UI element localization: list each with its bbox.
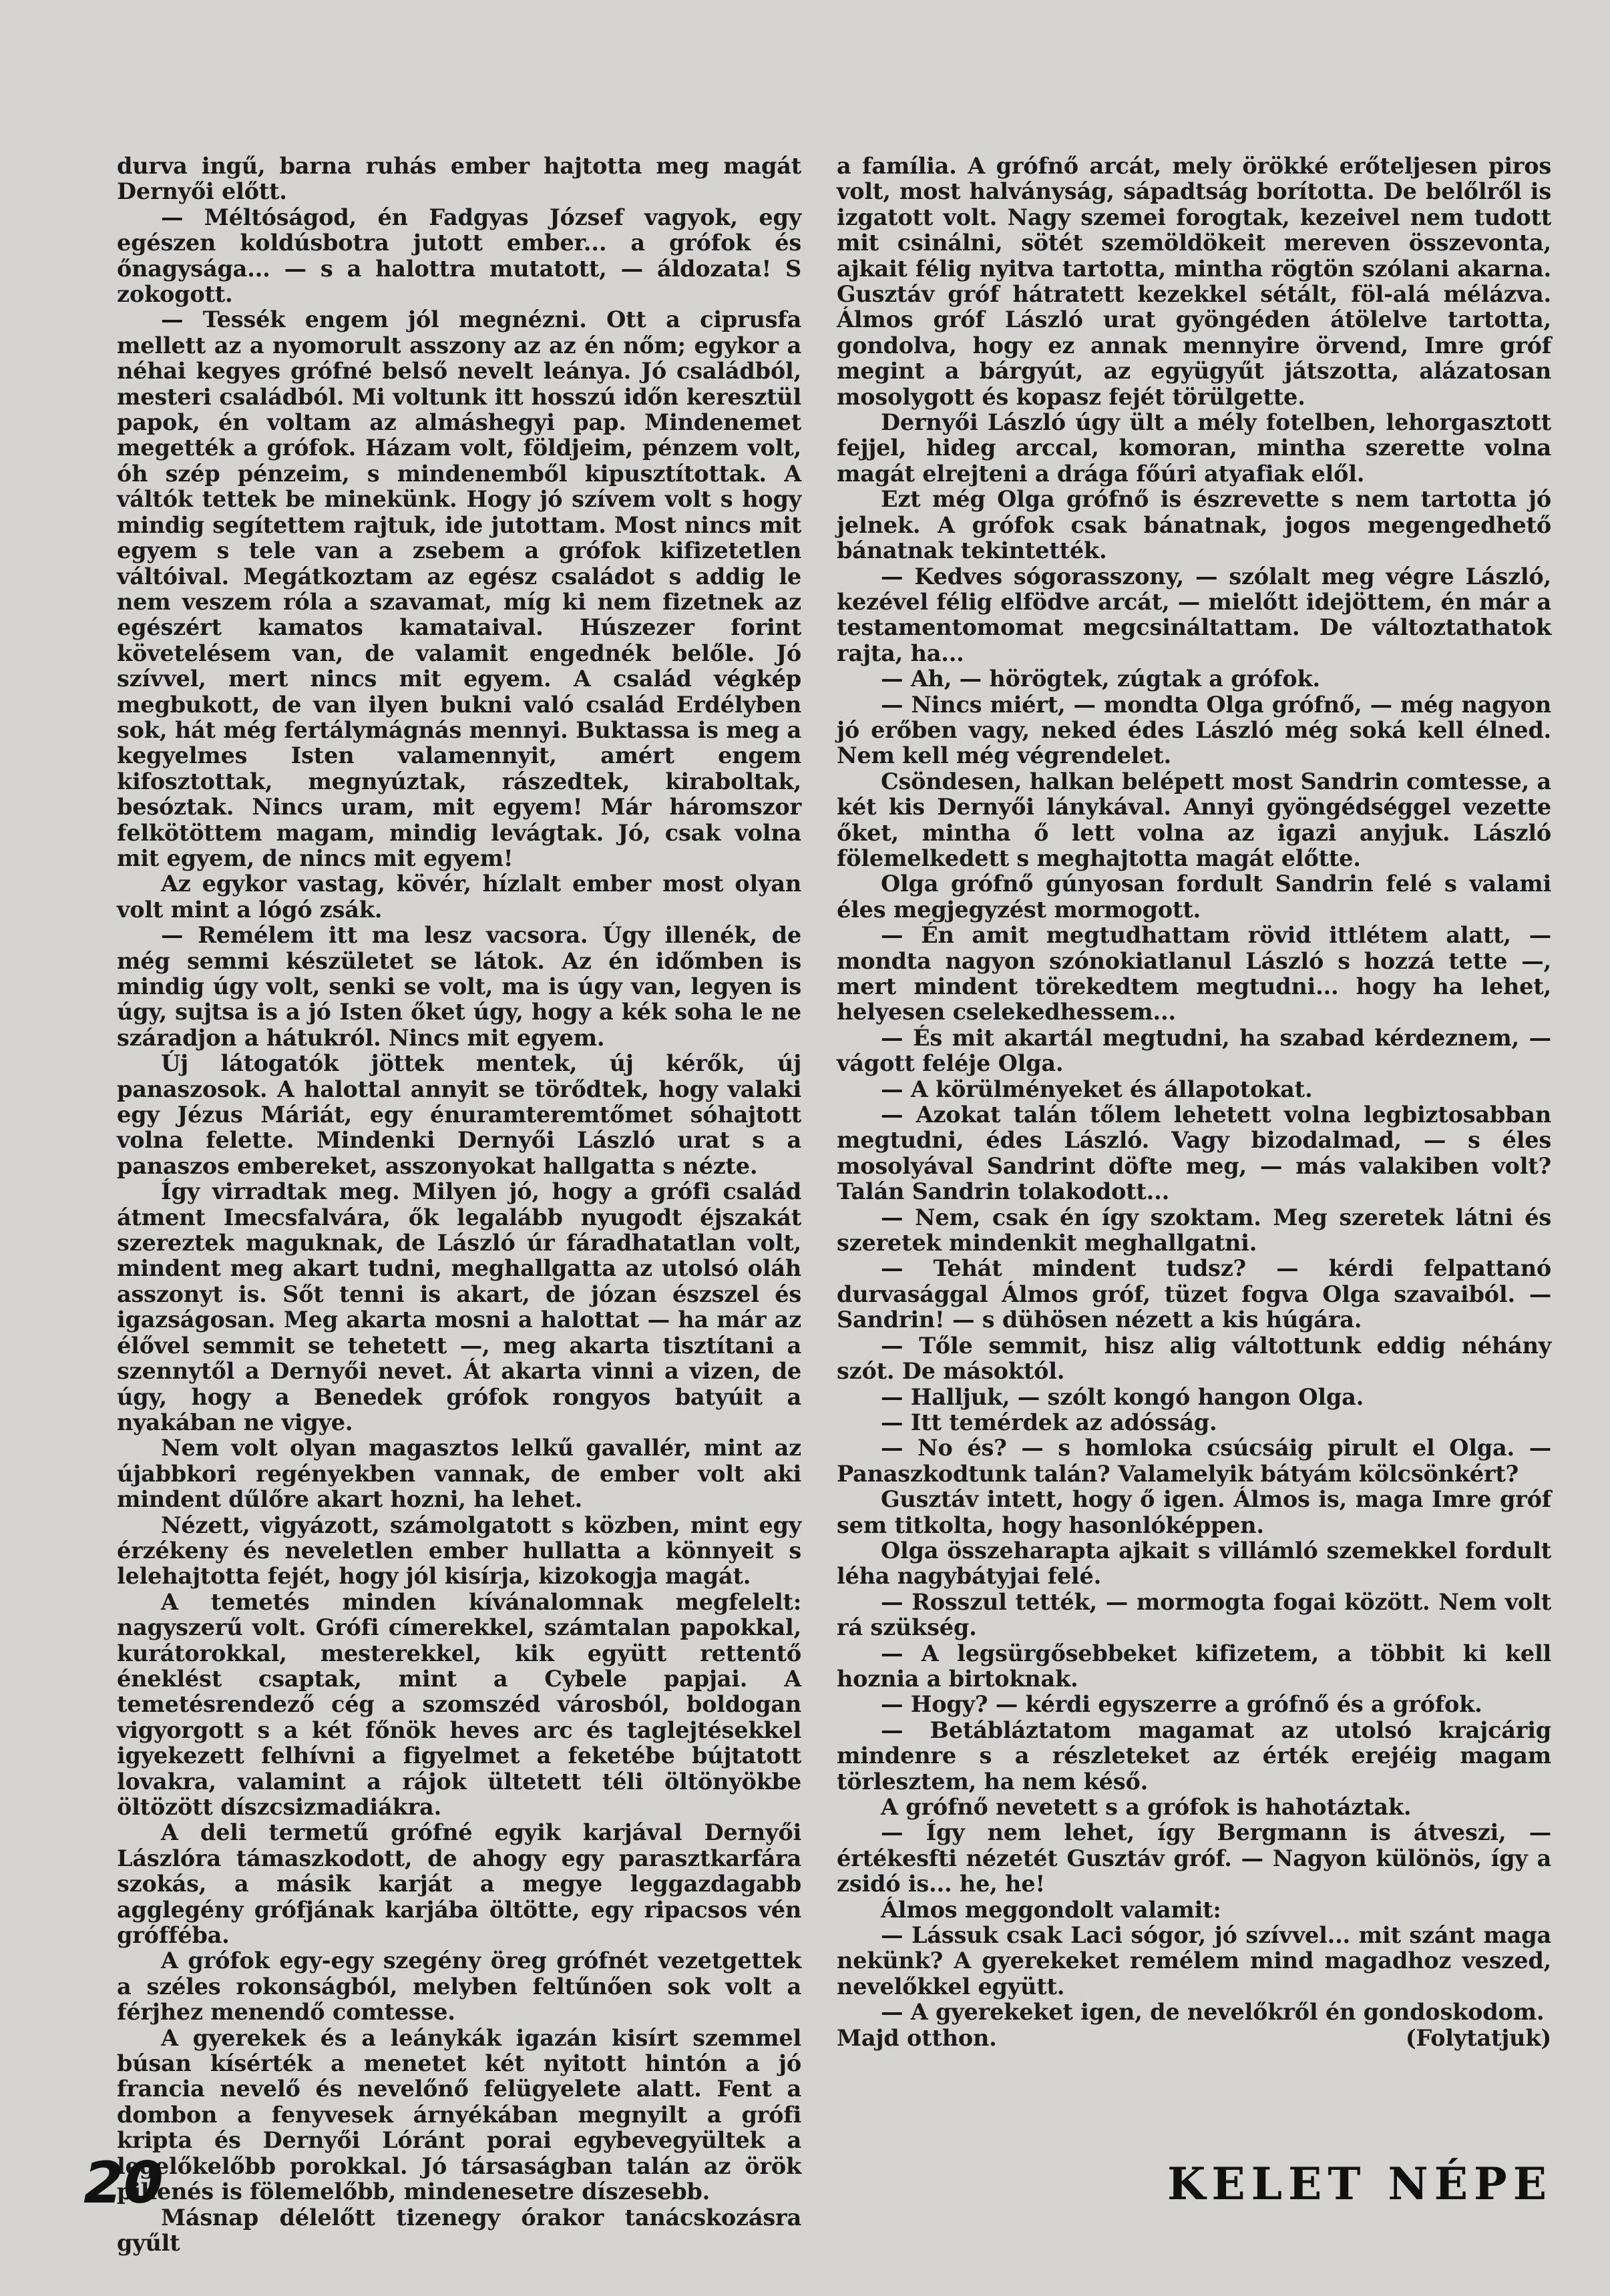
paragraph: Másnap délelőtt tizenegy órakor tanácskozásra gyűlt xyxy=(117,2204,801,2256)
paragraph: — Kedves sógorasszony, — szólalt meg végre László, kezével félig elfödve arcát, — mielőtt idejöttem, én már a testamentomomat megcsináltattam. De változtathatok rajta, ha... xyxy=(837,563,1551,666)
paragraph: — Remélem itt ma lesz vacsora. Úgy illenék, de még semmi készületet se látok. Az én időmben is mindig úgy volt, senki se volt, ma is úgy van, legyen is úgy, sujtsa is a jó Isten őket úgy, hogy a kék soha le ne száradjon a hátukról. Nincs mit egyem. xyxy=(117,922,801,1051)
paragraph: — Rosszul tették, — mormogta fogai között. Nem volt rá szükség. xyxy=(837,1588,1551,1641)
paragraph: — Hogy? — kérdi egyszerre a grófnő és a grófok. xyxy=(881,1691,1482,1718)
paragraph: — A legsürgősebbeket kifizetem, a többit ki kell hoznia a birtoknak. xyxy=(837,1640,1551,1692)
paragraph: A temetés minden kívánalomnak megfelelt: nagyszerű volt. Grófi címerekkel, számtalan papokkal, kurátorokkal, mesterekkel, kik együtt rettentő éneklést csaptak, mint a Cybele papjai. A temetésrendező cég a szomszéd városból, boldogan vigyorgott s a két főnök heves arc és taglejtésekkel igyekezett felhívni a figyelmet a feketébe bújtatott lovakra, valamint a rájok ültetett téli öltönyökbe öltözött díszcsizmadiákra. xyxy=(117,1588,801,1820)
paragraph: durva ingű, barna ruhás ember hajtotta meg magát Dernyői előtt. xyxy=(117,153,801,205)
right-text-column xyxy=(837,154,1551,2051)
paragraph: — A gyerekeket igen, de nevelőkről én gondoskodom. xyxy=(881,1999,1545,2026)
paragraph: — A körülményeket és állapotokat. xyxy=(881,1076,1313,1102)
paragraph: — Ah, — hörögtek, zúgtak a grófok. xyxy=(881,666,1320,692)
paragraph: — Tehát mindent tudsz? — kérdi felpattanó durvasággal Álmos gróf, tüzet fogva Olga szavaiból. — Sandrin! — s dühösen nézett a kis húgára. xyxy=(837,1255,1551,1333)
paragraph: Dernyői László úgy ült a mély fotelben, lehorgasztott fejjel, hideg arccal, komoran, mintha szerette volna magát elrejteni a drága főúri atyafiak elől. xyxy=(837,409,1551,487)
paragraph: — No és? — s homloka csúcsáig pirult el Olga. — Panaszkodtunk talán? Valamelyik bátyám kölcsönkért? xyxy=(837,1435,1551,1487)
paragraph: A gyerekek és a leánykák igazán kisírt szemmel búsan kísérték a menetet két nyitott hintón a jó francia nevelő és nevelőnő felügyelete alatt. Fent a dombon a fenyvesek árnyékában megnyilt a grófi kripta és Dernyői Lóránt porai egybevegyültek a legelőkelőbb porokkal. Jó társaságban talán az örök pihenés is fölemelőbb, mindenesetre díszesebb. xyxy=(117,2024,801,2205)
paragraph: — És mit akartál megtudni, ha szabad kérdeznem, — vágott feléje Olga. xyxy=(837,1024,1551,1077)
paragraph: A deli termetű grófné egyik karjával Dernyői Lászlóra támaszkodott, de ahogy egy parasztkarfára szokás, a másik karját a megye leggazdagabb agglegény grófjának karjába öltötte, egy ripacsos vén grófféba. xyxy=(117,1819,801,1949)
closing-line: Majd otthon. xyxy=(837,2024,997,2051)
continued-note: (Folytatjuk) xyxy=(1405,2024,1551,2051)
magazine-name: KELET NÉPE xyxy=(1167,2158,1553,2210)
paragraph: — Tőle semmit, hisz alig váltottunk eddig néhány szót. De másoktól. xyxy=(837,1332,1551,1385)
paragraph: — Nem, csak én így szoktam. Meg szeretek látni és szeretek mindenkit meghallgatni. xyxy=(837,1204,1551,1256)
paragraph: — Azokat talán tőlem lehetett volna legbiztosabban megtudni, édes László. Vagy bizodalmad, — s éles mosolyával Sandrint döfte meg, — más valakiben volt? Talán Sandrin tolakodott... xyxy=(837,1102,1551,1205)
closing-row xyxy=(837,2026,1551,2051)
paragraph: a família. A grófnő arcát, mely örökké erőteljesen piros volt, most halványság, sápadtság borította. De belőlről is izgatott volt. Nagy szemei forogtak, kezeivel nem tudott mit csinálni, sötét szemöldökeit mereven összevonta, ajkait félig nyitva tartotta, mintha rögtön szólani akarna. Gusztáv gróf hátratett kezekkel sétált, föl-alá mélázva. Álmos gróf László urat gyöngéden átölelve tartotta, gondolva, hogy ez annak mennyire örvend, Imre gróf megint a bárgyút, az együgyűt játszotta, alázatosan mosolygott és kopasz fejét törülgette. xyxy=(837,153,1551,410)
paragraph: — Itt temérdek az adósság. xyxy=(881,1409,1217,1435)
paragraph: Így virradtak meg. Milyen jó, hogy a grófi család átment Imecsfalvára, ők legalább nyugodt éjszakát szereztek maguknak, de László úr fáradhatatlan volt, mindent meg akart tudni, meghallgatta az utolsó oláh asszonyt is. Sőt tenni is akart, de józan észszel és igazságosan. Meg akarta mosni a halottat — ha már az élővel semmit se tehetett —, meg akarta tisztítani a szennytől a Dernyői nevet. Át akarta vinni a vizen, de úgy, hogy a Benedek grófok rongyos batyúit a nyakában ne vigye. xyxy=(117,1178,801,1435)
paragraph: — Lássuk csak Laci sógor, jó szívvel... mit szánt maga nekünk? A gyerekeket remélem mind magadhoz veszed, nevelőkkel együtt. xyxy=(837,1922,1551,2000)
paragraph: — Tessék engem jól megnézni. Ott a ciprusfa mellett az a nyomorult asszony az az én nőm; egykor a néhai kegyes grófné belső nevelt leánya. Jó családból, mesteri családból. Mi voltunk itt hosszú időn keresztül papok, én voltam az almáshegyi pap. Mindenemet megették a grófok. Házam volt, földjeim, pénzem volt, óh szép pénzeim, s mindenemből kipusztítottak. A váltók tettek be minekünk. Hogy jó szívem volt s hogy mindig segítettem rajtuk, ide jutottam. Most nincs mit egyem s tele van a zsebem a grófok kifizetetlen váltóival. Megátkoztam az egész családot s addig le nem veszem róla a szavamat, míg ki nem fizetnek az egészért kamatos kamataival. Húszezer forint követelésem van, de valamit engednék belőle. Jó szívvel, mert nincs mit egyem. A család végkép megbukott, de van ilyen bukni való család Erdélyben sok, hát még fertálymágnás mennyi. Buktassa is meg a kegyelmes Isten valamennyit, amért engem kifosztottak, megnyúztak, rászedtek, kiraboltak, besóztak. Nincs uram, mit egyem! Már háromszor felkötöttem magam, mindig levágtak. Jó, csak volna mit egyem, de nincs mit egyem! xyxy=(117,306,801,871)
paragraph: — Nincs miért, — mondta Olga grófnő, — még nagyon jó erőben vagy, neked édes László még soká kell élned. Nem kell még végrendelet. xyxy=(837,691,1551,769)
paragraph: Az egykor vastag, kövér, hízlalt ember most olyan volt mint a lógó zsák. xyxy=(117,871,801,923)
left-text-column xyxy=(117,154,801,2256)
paragraph: — Így nem lehet, így Bergmann is átveszi, — értékesfti nézetét Gusztáv gróf. — Nagyon különös, így a zsidó is... he, he! xyxy=(837,1819,1551,1897)
paragraph: Olga grófnő gúnyosan fordult Sandrin felé s valami éles megjegyzést mormogott. xyxy=(837,871,1551,923)
paragraph: — Én amit megtudhattam rövid ittlétem alatt, — mondta nagyon szónokiatlanul László s hozzá tette —, mert mindent törekedtem megtudni... hogy ha lehet, helyesen cselekedhessem... xyxy=(837,922,1551,1025)
paragraph: Álmos meggondolt valamit: xyxy=(881,1896,1221,1923)
paragraph: A grófnő nevetett s a grófok is hahotáztak. xyxy=(881,1794,1412,1820)
paragraph: Nem volt olyan magasztos lelkű gavallér, mint az újabbkori regényekben vannak, de ember volt aki mindent dűlőre akart hozni, ha lehet. xyxy=(117,1435,801,1513)
paragraph: Nézett, vigyázott, számolgatott s közben, mint egy érzékeny és neveletlen ember hullatta a könnyeit s lelehajtotta fejét, hogy jól kisírja, kizokogja magát. xyxy=(117,1512,801,1590)
paragraph: Gusztáv intett, hogy ő igen. Álmos is, maga Imre gróf sem titkolta, hogy hasonlóképpen. xyxy=(837,1486,1551,1538)
paragraph: — Méltóságod, én Fadgyas József vagyok, egy egészen koldúsbotra jutott ember... a grófok és őnagysága... — s a halottra mutatott, — áldozata! S zokogott. xyxy=(117,204,801,308)
paragraph: Csöndesen, halkan belépett most Sandrin comtesse, a két kis Dernyői lánykával. Annyi gyöngédséggel vezette őket, mintha ő lett volna az igazi anyjuk. László fölemelkedett s meghajtotta magát előtte. xyxy=(837,768,1551,871)
page-number: 20 xyxy=(83,2150,164,2217)
paragraph: — Betábláztatom magamat az utolsó krajcárig mindenre s a részleteket az érték erejéig magam törlesztem, ha nem késő. xyxy=(837,1716,1551,1795)
paragraph: Új látogatók jöttek mentek, új kérők, új panaszosok. A halottal annyit se törődtek, hogy valaki egy Jézus Máriát, egy énuramteremtőmet sóhajtott volna felette. Mindenki Dernyői László urat s a panaszos embereket, asszonyokat hallgatta s nézte. xyxy=(117,1050,801,1179)
paragraph: A grófok egy-egy szegény öreg grófnét vezetgettek a széles rokonságból, melyben feltűnően sok volt a férjhez menendő comtesse. xyxy=(117,1947,801,2026)
paragraph: Olga összeharapta ajkait s villámló szemekkel fordult léha nagybátyjai felé. xyxy=(837,1537,1551,1590)
paragraph: — Halljuk, — szólt kongó hangon Olga. xyxy=(881,1383,1364,1410)
paragraph: Ezt még Olga grófnő is észrevette s nem tartotta jó jelnek. A grófok csak bánatnak, jogos megengedhető bánatnak tekintették. xyxy=(837,486,1551,564)
